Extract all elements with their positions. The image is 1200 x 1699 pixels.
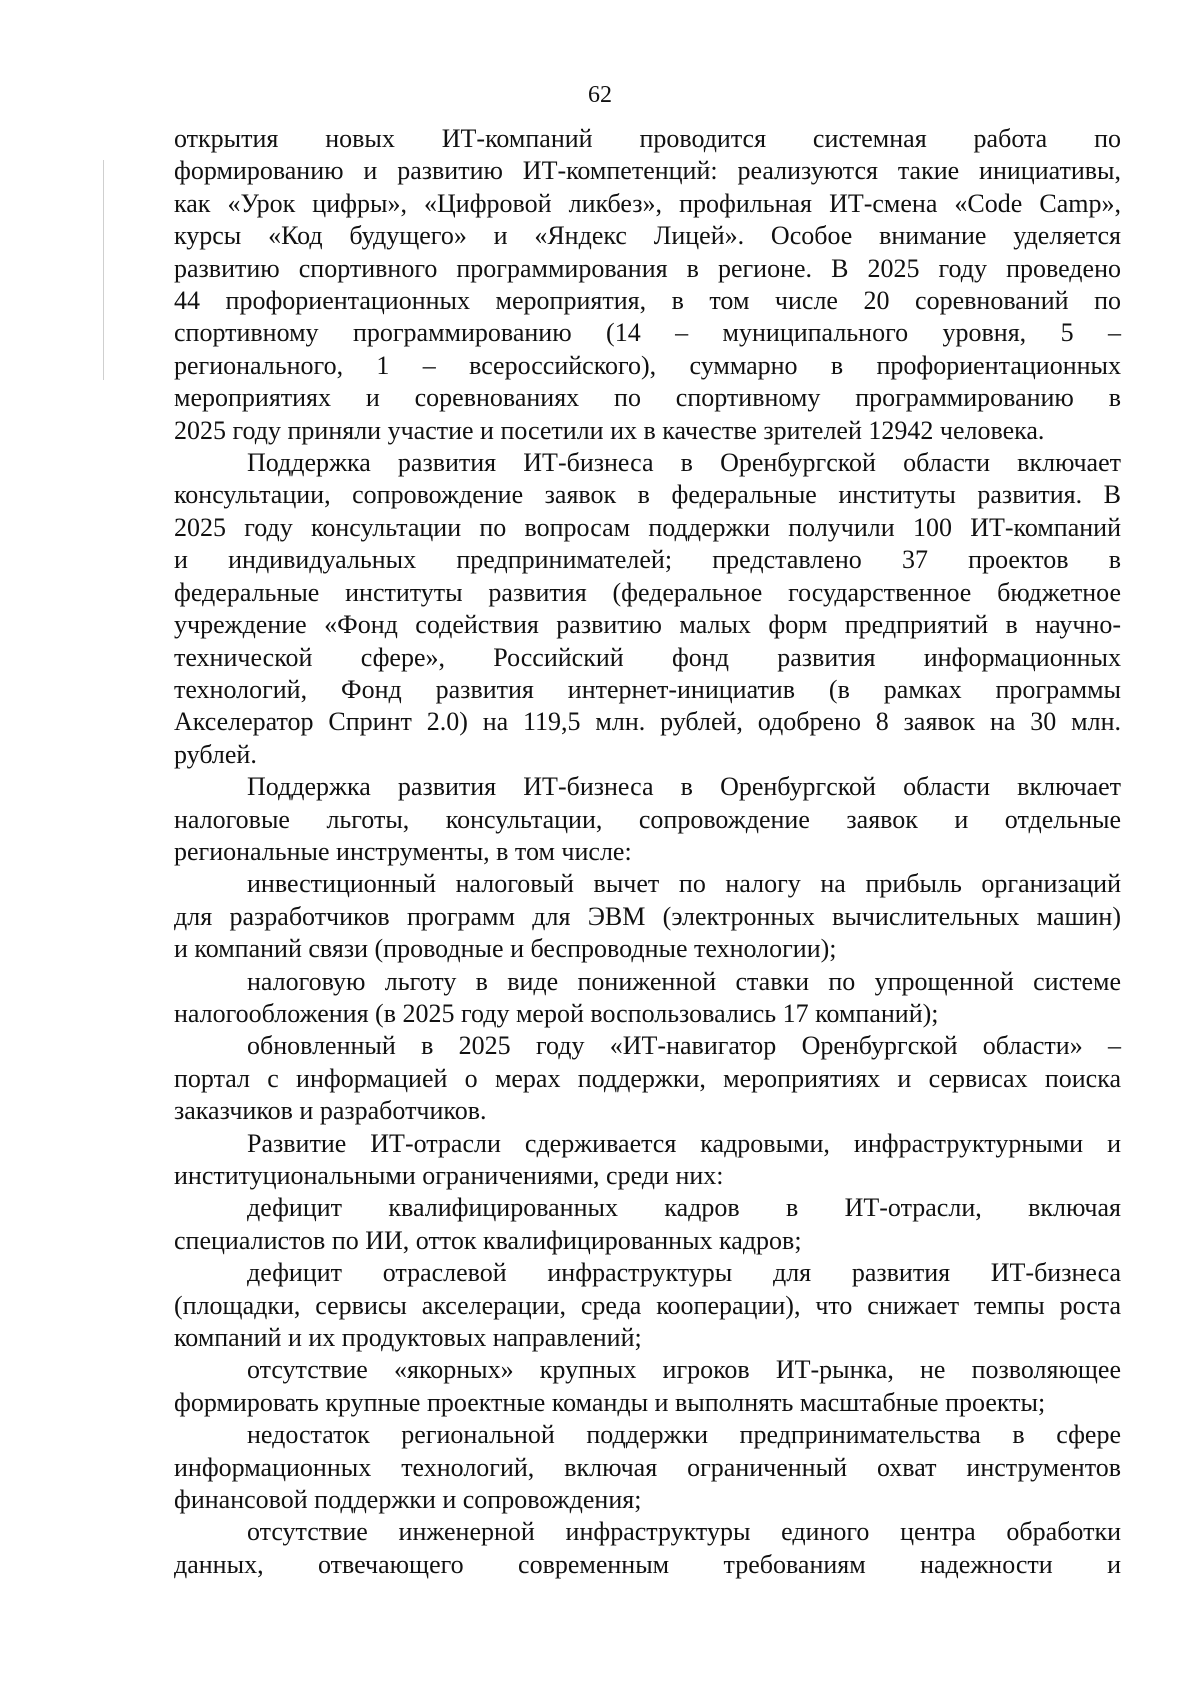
paragraph-line: региональные инструменты, в том числе: bbox=[174, 836, 632, 866]
paragraph-line: и индивидуальных предпринимателей; представлено 37 проектов в bbox=[174, 545, 1121, 575]
paragraph-line: налоговую льготу в виде пониженной ставки по упрощенной системе bbox=[247, 966, 1121, 996]
paragraph-line: 44 профориентационных мероприятия, в том числе 20 соревнований по bbox=[174, 286, 1121, 316]
paragraph-line: институциональными ограничениями, среди них: bbox=[174, 1161, 724, 1190]
paragraph-line: данных, отвечающего современным требованиям надежности и bbox=[174, 1549, 1121, 1579]
paragraph-line: технической сфере», Российский фонд развития информационных bbox=[174, 642, 1121, 672]
paragraph-line: консультации, сопровождение заявок в федеральные институты развития. В bbox=[174, 480, 1121, 510]
paragraph-line: открытия новых ИТ-компаний проводится системная работа по bbox=[174, 124, 1121, 153]
paragraph-line: инвестиционный налоговый вычет по налогу на прибыль организаций bbox=[247, 869, 1121, 899]
paragraph-line: мероприятиях и соревнованиях по спортивному программированию в bbox=[174, 383, 1121, 413]
paragraph-line: развитию спортивного программирования в регионе. В 2025 году проведено bbox=[174, 253, 1121, 283]
paragraph-line: спортивному программированию (14 – муниципального уровня, 5 – bbox=[174, 318, 1121, 348]
paragraph-line: дефицит квалифицированных кадров в ИТ-отрасли, включая bbox=[247, 1193, 1121, 1223]
paragraph-line: обновленный в 2025 году «ИТ-навигатор Оренбургской области» – bbox=[247, 1031, 1121, 1061]
paragraph-line: Поддержка развития ИТ-бизнеса в Оренбургской области включает bbox=[247, 772, 1121, 802]
paragraph-line: Поддержка развития ИТ-бизнеса в Оренбургской области включает bbox=[247, 448, 1121, 478]
paragraph-line: налоговые льготы, консультации, сопровождение заявок и отдельные bbox=[174, 804, 1121, 834]
paragraph-line: финансовой поддержки и сопровождения; bbox=[174, 1485, 642, 1515]
paragraph-line: для разработчиков программ для ЭВМ (электронных вычислительных машин) bbox=[174, 901, 1121, 931]
paragraph-line: отсутствие «якорных» крупных игроков ИТ-рынка, не позволяющее bbox=[247, 1355, 1121, 1385]
paragraph-line: налогообложения (в 2025 году мерой воспользовались 17 компаний); bbox=[174, 998, 939, 1028]
paragraph-line: 2025 году консультации по вопросам поддержки получили 100 ИТ-компаний bbox=[174, 512, 1121, 542]
paragraph-line: отсутствие инженерной инфраструктуры единого центра обработки bbox=[247, 1517, 1121, 1547]
paragraph-line: Развитие ИТ-отрасли сдерживается кадровыми, инфраструктурными и bbox=[247, 1128, 1121, 1158]
page-number: 62 bbox=[588, 82, 612, 108]
paragraph-line: компаний и их продуктовых направлений; bbox=[174, 1323, 642, 1353]
document-body bbox=[174, 123, 1121, 1581]
paragraph-line: недостаток региональной поддержки предпринимательства в сфере bbox=[247, 1420, 1121, 1450]
paragraph-line: заказчиков и разработчиков. bbox=[174, 1096, 487, 1126]
paragraph-line: дефицит отраслевой инфраструктуры для развития ИТ-бизнеса bbox=[247, 1258, 1121, 1288]
paragraph-line: как «Урок цифры», «Цифровой ликбез», профильная ИТ-смена «Code Camp», bbox=[174, 188, 1121, 218]
paragraph-line: формированию и развитию ИТ-компетенций: реализуются такие инициативы, bbox=[174, 156, 1121, 186]
paragraph-line: курсы «Код будущего» и «Яндекс Лицей». Особое внимание уделяется bbox=[174, 221, 1121, 251]
scan-margin-mark bbox=[103, 160, 104, 380]
paragraph-line: информационных технологий, включая ограниченный охват инструментов bbox=[174, 1452, 1121, 1482]
paragraph-line: 2025 году приняли участие и посетили их в качестве зрителей 12942 человека. bbox=[174, 415, 1045, 445]
paragraph-line: рублей. bbox=[174, 739, 257, 769]
paragraph-line: специалистов по ИИ, отток квалифицированных кадров; bbox=[174, 1225, 802, 1255]
paragraph-line: (площадки, сервисы акселерации, среда кооперации), что снижает темпы роста bbox=[174, 1290, 1121, 1320]
paragraph-line: учреждение «Фонд содействия развитию малых форм предприятий в научно- bbox=[174, 610, 1121, 640]
paragraph-line: федеральные институты развития (федеральное государственное бюджетное bbox=[174, 577, 1121, 607]
paragraph-line: Акселератор Спринт 2.0) на 119,5 млн. рублей, одобрено 8 заявок на 30 млн. bbox=[174, 707, 1121, 737]
paragraph-line: формировать крупные проектные команды и выполнять масштабные проекты; bbox=[174, 1387, 1046, 1417]
paragraph-line: и компаний связи (проводные и беспроводные технологии); bbox=[174, 934, 837, 964]
paragraph-line: технологий, Фонд развития интернет-инициатив (в рамках программы bbox=[174, 674, 1121, 704]
paragraph-line: регионального, 1 – всероссийского), суммарно в профориентационных bbox=[174, 350, 1121, 380]
paragraph-line: портал с информацией о мерах поддержки, мероприятиях и сервисах поиска bbox=[174, 1063, 1121, 1093]
